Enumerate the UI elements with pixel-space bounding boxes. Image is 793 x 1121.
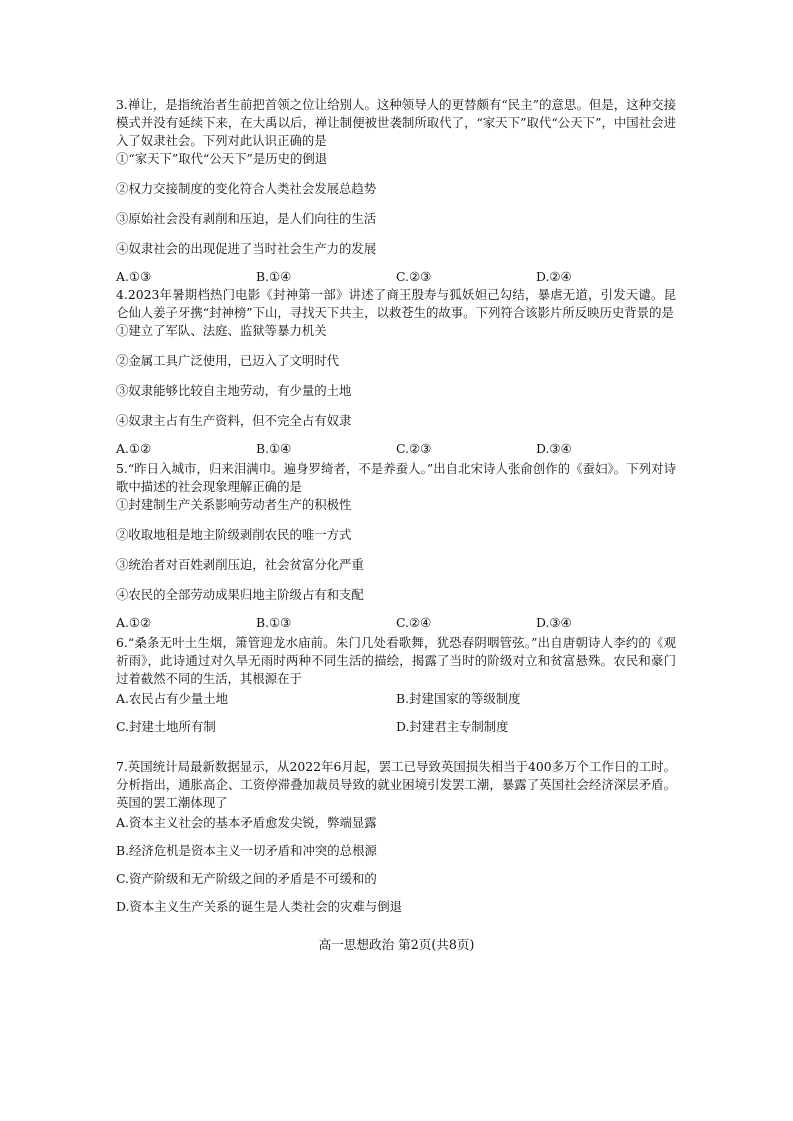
- option-d: D.②④: [536, 268, 572, 284]
- question-5-options: [116, 614, 676, 632]
- statement: ③奴隶能够比较自主地劳动，有少量的土地: [116, 382, 352, 398]
- option-d: D.封建君主专制制度: [396, 718, 509, 734]
- question-7-options: [116, 814, 676, 916]
- option-c: C.资产阶级和无产阶级之间的矛盾是不可缓和的: [116, 870, 377, 886]
- question-4: [116, 286, 676, 460]
- option-b: B.经济危机是资本主义一切矛盾和冲突的总根源: [116, 842, 377, 858]
- question-3-stem: 3.禅让，是指统治者生前把首领之位让给别人。这种领导人的更替颇有“民主”的意思。但是，这种交接模式并没有延续下来，在大禹以后，禅让制便被世袭制所取代了，“家天下”取代“公天下”，中国社会进入了奴隶社会。下列对此认识正确的是: [116, 97, 676, 148]
- question-6-stem: 6.“桑条无叶土生烟，箫管迎龙水庙前。朱门几处看歌舞，犹恐春阴咽管弦。”出自唐朝诗人李约的《观祈雨》，此诗通过对久旱无雨时两种不同生活的描绘，揭露了当时的阶级对立和贫富悬殊。农民和豪门过着截然不同的生活，其根源在于: [116, 635, 676, 686]
- question-5-statements: [116, 496, 676, 604]
- option-d: D.③④: [536, 440, 572, 456]
- statement: ①建立了军队、法庭、监狱等暴力机关: [116, 322, 327, 338]
- statement: ①封建制生产关系影响劳动者生产的积极性: [116, 496, 352, 512]
- option-a: A.①②: [116, 440, 152, 456]
- option-c: C.②③: [396, 440, 432, 456]
- question-4-statements: [116, 322, 676, 430]
- option-d: D.③④: [536, 614, 572, 630]
- option-b: B.①③: [256, 614, 292, 630]
- option-d: D.资本主义生产关系的诞生是人类社会的灾难与倒退: [116, 898, 403, 914]
- question-3: [116, 96, 676, 286]
- option-a: A.①③: [116, 268, 152, 284]
- question-5-stem: 5.“昨日入城市，归来泪满巾。遍身罗绮者，不是养蚕人。”出自北宋诗人张俞创作的《蚕妇》。下列对诗歌中描述的社会现象理解正确的是: [116, 461, 676, 494]
- question-7: [116, 758, 676, 916]
- option-a: A.①②: [116, 614, 152, 630]
- page-footer: 高一思想政治 第2页(共8页): [318, 937, 475, 952]
- question-5: [116, 460, 676, 634]
- option-a: A.农民占有少量土地: [116, 690, 229, 706]
- question-3-options: [116, 268, 676, 286]
- question-3-statements: [116, 150, 676, 258]
- question-4-stem: 4.2023年暑期档热门电影《封神第一部》讲述了商王殷寿与狐妖妲己勾结，暴虐无道，引发天谴。昆仑仙人姜子牙携“封神榜”下山，寻找天下共主，以救苍生的故事。下列符合该影片所反映历史背景的是: [116, 287, 676, 320]
- statement: ④奴隶社会的出现促进了当时社会生产力的发展: [116, 240, 377, 256]
- option-c: C.②③: [396, 268, 432, 284]
- option-b: B.①④: [256, 440, 292, 456]
- statement: ②金属工具广泛使用，已迈入了文明时代: [116, 352, 340, 368]
- question-4-options: [116, 440, 676, 458]
- option-b: B.封建国家的等级制度: [396, 690, 521, 706]
- option-b: B.①④: [256, 268, 292, 284]
- option-a: A.资本主义社会的基本矛盾愈发尖锐，弊端显露: [116, 814, 377, 830]
- statement: ③原始社会没有剥削和压迫，是人们向往的生活: [116, 210, 377, 226]
- statement: ④农民的全部劳动成果归地主阶级占有和支配: [116, 586, 364, 602]
- question-6-options: [116, 690, 676, 746]
- statement: ②权力交接制度的变化符合人类社会发展总趋势: [116, 180, 377, 196]
- statement: ③统治者对百姓剥削压迫，社会贫富分化严重: [116, 556, 364, 572]
- option-c: C.封建土地所有制: [116, 718, 216, 734]
- question-6: [116, 634, 676, 758]
- statement: ①“家天下”取代“公天下”是历史的倒退: [116, 150, 328, 166]
- questions-area: [116, 96, 676, 916]
- question-7-stem: 7.英国统计局最新数据显示，从2022年6月起，罢工已导致英国损失相当于400多万个工作日的工时。分析指出，通胀高企、工资停滞叠加裁员导致的就业困境引发罢工潮，暴露了英国社会经济深层矛盾。英国的罢工潮体现了: [116, 759, 676, 810]
- statement: ④奴隶主占有生产资料，但不完全占有奴隶: [116, 412, 352, 428]
- statement: ②收取地租是地主阶级剥削农民的唯一方式: [116, 526, 352, 542]
- option-c: C.②④: [396, 614, 432, 630]
